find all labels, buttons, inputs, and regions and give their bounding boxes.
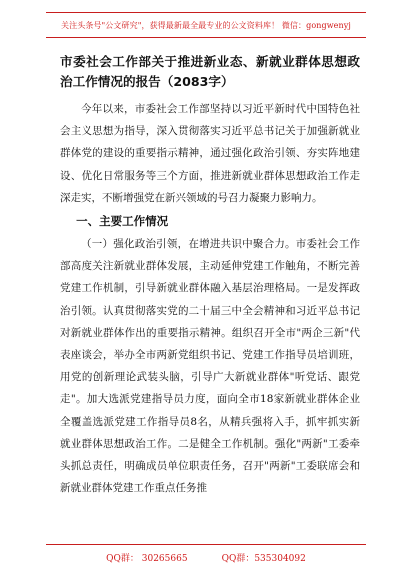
section-heading: 一、主要工作情况 xyxy=(76,214,169,229)
footer-qq-right: QQ群：535304092 xyxy=(221,553,306,564)
header-banner-text: 关注头条号"公文研究"，获得最新最全最专业的公文资料库！ 微信：gongwenyj xyxy=(61,20,351,30)
intro-paragraph: 今年以来，市委社会工作部坚持以习近平新时代中国特色社会主义思想为指导，深入贯彻落实习近平总书记关于加强新就业群体党的建设的重要指示精神，通过强化政治引领、夯实阵地建设、优化日常服务等三个方面，推进新就业群体思想政治工作走深走实，不断增强党在新兴领域的号召力凝聚力影响力。 xyxy=(60,103,360,204)
footer-bar xyxy=(46,544,366,569)
header-banner xyxy=(46,12,366,38)
footer-qq-left: QQ群： 30265665 xyxy=(106,553,188,564)
document-body xyxy=(60,52,360,499)
section-paragraph: （一）强化政治引领，在增进共识中聚合力。市委社会工作部高度关注新就业群体发展，主动延伸党建工作触角，不断完善党建工作机制，引导新就业群体融入基层治理格局。一是发挥政治引领。认真贯彻落实党的二十届三中全会精神和习近平总书记对新就业群体作出的重要指示精神。组织召开全市"两企三新"代表座谈会，举办全市两新党组织书记、党建工作指导员培训班，用党的创新理论武装头脑，引导广大新就业群体"听党话、跟党走"。加大选派党建指导员力度，面向全市18家新就业群体企业全覆盖选派党建工作指导员8名，从精兵强将入手，抓牢抓实新就业群体思想政治工作。二是健全工作机制。强化"两新"工委牵头抓总责任，明确成员单位职责任务，召开"两新"工委联席会和新就业群体党建工作重点任务推 xyxy=(60,238,360,495)
document-title: 市委社会工作部关于推进新业态、新就业群体思想政治工作情况的报告（2083字） xyxy=(60,54,360,89)
